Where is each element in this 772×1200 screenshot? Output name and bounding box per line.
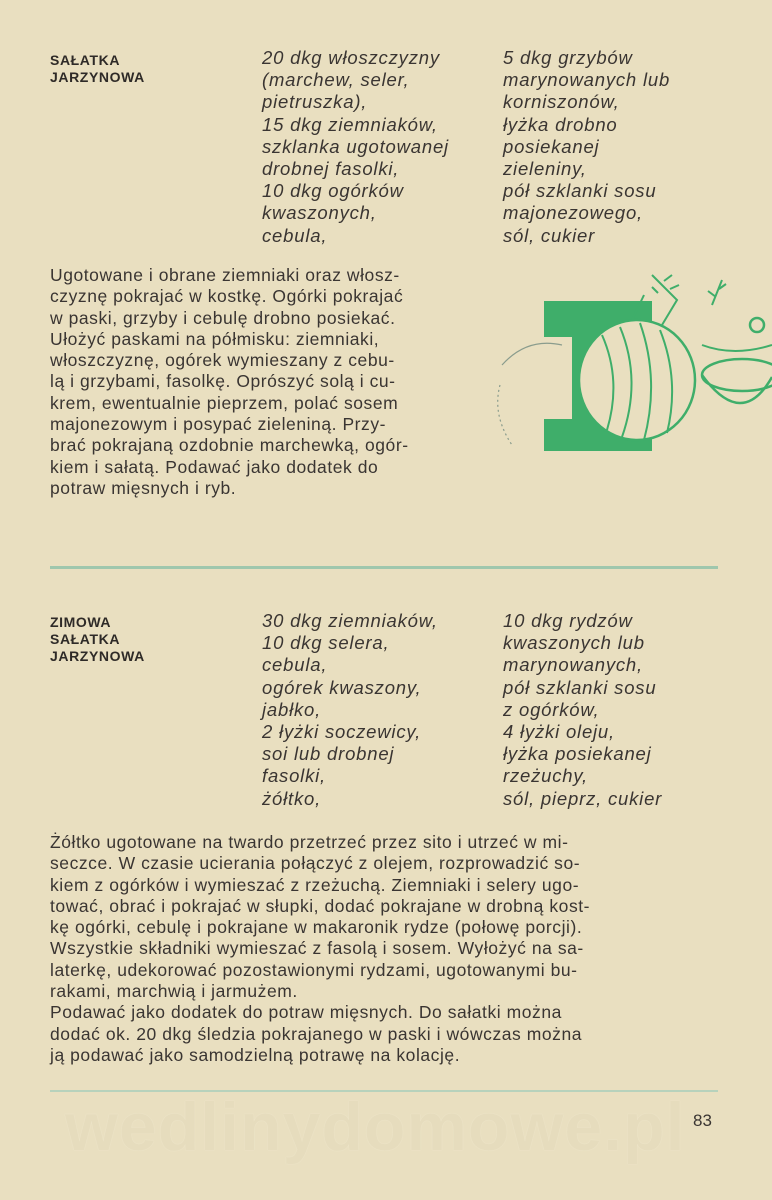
instruction-line: Ugotowane i obrane ziemniaki oraz włosz- xyxy=(50,265,400,285)
instruction-line: włoszczyznę, ogórek wymieszany z cebu- xyxy=(50,350,395,371)
instruction-line: kę ogórki, cebulę i pokrajane w makaronik rydze (połowę porcji). xyxy=(50,917,583,938)
ingredient-line: 10 dkg ogórków xyxy=(262,180,404,202)
instruction-line: Żółtko ugotowane na twardo przetrzeć przez sito i utrzeć w mi- xyxy=(50,832,569,852)
ingredient-line: 4 łyżki oleju, xyxy=(503,721,615,743)
instruction-line: lą i grzybami, fasolkę. Oprószyć solą i cu- xyxy=(50,371,396,392)
ingredient-line: korniszonów, xyxy=(503,91,620,113)
instruction-line: Podawać jako dodatek do potraw mięsnych. Do sałatki można xyxy=(50,1002,562,1023)
recipe-1-title-line: JARZYNOWA xyxy=(50,69,145,85)
ingredient-line: pietruszka), xyxy=(262,91,368,113)
instruction-line: Wszystkie składniki wymieszać z fasolą i sosem. Wyłożyć na sa- xyxy=(50,938,584,959)
section-divider xyxy=(50,566,718,569)
recipe-2-title-line: SAŁATKA xyxy=(50,631,121,647)
instruction-line: majonezowym i posypać zieleniną. Przy- xyxy=(50,414,387,435)
ingredient-line: sól, pieprz, cukier xyxy=(503,787,663,809)
recipe-1-instructions xyxy=(50,265,409,499)
ingredient-line: z ogórków, xyxy=(503,698,600,720)
recipe-2-ingredients-col-2 xyxy=(503,610,662,810)
ingredient-line: kwaszonych, xyxy=(262,202,377,224)
instruction-line: brać pokrajaną ozdobnie marchewką, ogór- xyxy=(50,435,409,456)
ingredient-line: 2 łyżki soczewicy, xyxy=(262,721,422,743)
recipe-2-instructions xyxy=(50,832,590,1066)
ingredient-line: fasolki, xyxy=(262,765,326,787)
ingredient-line: szklanka ugotowanej xyxy=(262,135,449,157)
instruction-line: dodać ok. 20 dkg śledzia pokrajanego w paski i wówczas można xyxy=(50,1023,583,1044)
page-number: 83 xyxy=(693,1111,712,1130)
ingredient-line: 5 dkg grzybów xyxy=(503,47,633,68)
recipe-2-title-line: ZIMOWA xyxy=(50,614,112,630)
instruction-line: tować, obrać i pokrajać w słupki, dodać pokrajane w drobną kost- xyxy=(50,895,591,916)
recipe-2-title-line: JARZYNOWA xyxy=(50,648,145,664)
recipe-1-ingredients-col-2 xyxy=(503,47,670,247)
ingredient-line: kwaszonych lub xyxy=(503,632,645,654)
vegetables-illustration-icon xyxy=(472,265,772,475)
instruction-line: Ułożyć paskami na półmisku: ziemniaki, xyxy=(50,328,380,349)
ingredient-line: (marchew, seler, xyxy=(262,69,410,91)
ingredient-line: łyżka drobno xyxy=(503,113,618,135)
watermark: wedlinydomowe.pl xyxy=(65,1089,686,1165)
instruction-line: krem, ewentualnie pieprzem, polać sosem xyxy=(50,392,399,413)
ingredient-line: 15 dkg ziemniaków, xyxy=(262,113,438,135)
ingredient-line: majonezowego, xyxy=(503,202,643,224)
instruction-line: rakami, marchwią i jarmużem. xyxy=(50,981,298,1002)
herb-sprigs xyxy=(652,275,726,325)
ingredient-line: cebula, xyxy=(262,654,328,676)
ingredient-line: pół szklanki sosu xyxy=(503,180,657,202)
ingredient-line: pół szklanki sosu xyxy=(503,676,657,698)
instruction-line: kiem i sałatą. Podawać jako dodatek do xyxy=(50,456,379,477)
ingredient-line: 10 dkg rydzów xyxy=(503,610,633,631)
ingredient-line: sól, cukier xyxy=(503,224,596,246)
ingredient-line: posiekanej xyxy=(503,135,600,157)
ingredient-line: marynowanych, xyxy=(503,654,643,676)
instruction-line: czyznę pokrajać w kostkę. Ogórki pokrajać xyxy=(50,286,404,307)
ingredient-line: soi lub drobnej xyxy=(262,743,395,765)
recipe-1-title xyxy=(50,52,145,86)
bowl-drawing xyxy=(702,318,772,403)
ingredient-line: cebula, xyxy=(262,224,328,246)
ingredient-line: 10 dkg selera, xyxy=(262,632,390,654)
recipe-1-ingredients-col-1 xyxy=(262,47,449,247)
instruction-line: w paski, grzyby i cebulę drobno posiekać. xyxy=(50,307,396,328)
instruction-line: ją podawać jako samodzielną potrawę na kolację. xyxy=(50,1044,461,1065)
ingredient-line: zieleniny, xyxy=(503,158,587,180)
ingredient-line: marynowanych lub xyxy=(503,69,671,91)
recipe-1-title-line: SAŁATKA xyxy=(50,52,121,68)
ingredient-line: ogórek kwaszony, xyxy=(262,676,422,698)
recipe-2-ingredients-col-1 xyxy=(262,610,438,810)
ingredient-line: drobnej fasolki, xyxy=(262,158,400,180)
ingredient-line: 30 dkg ziemniaków, xyxy=(262,610,438,631)
instruction-line: potraw mięsnych i ryb. xyxy=(50,477,237,498)
recipe-2-title xyxy=(50,614,145,665)
ingredient-line: żółtko, xyxy=(262,787,322,809)
instruction-line: kiem z ogórków i wymieszać z rzeżuchą. Ziemniaki i selery ugo- xyxy=(50,874,580,895)
ingredient-line: jabłko, xyxy=(262,698,322,720)
ingredient-line: rzeżuchy, xyxy=(503,765,588,787)
ingredient-line: łyżka posiekanej xyxy=(503,743,652,765)
ingredient-line: 20 dkg włoszczyzny xyxy=(262,47,440,68)
instruction-line: laterkę, udekorować pozostawionymi rydzami, ugotowanymi bu- xyxy=(50,959,578,980)
instruction-line: seczce. W czasie ucierania połączyć z olejem, rozprowadzić so- xyxy=(50,853,581,874)
